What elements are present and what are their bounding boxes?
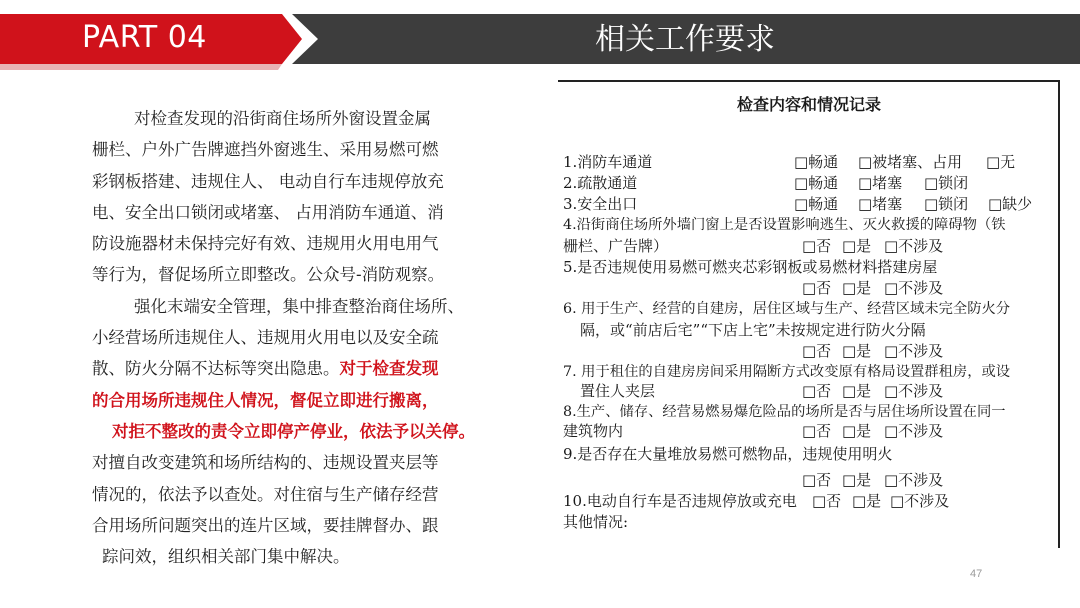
form-border-right [1058,80,1060,548]
text-highlight: 对于检查发现 [339,359,439,379]
header-banner [0,0,1080,78]
text-line: 等行为，督促场所立即整改。公众号-消防观察。 [92,265,445,285]
form-item: 7. 用于租住的自建房房间采用隔断方式改变原有格局设置群租房，或设 [563,364,1011,380]
text-highlight-line: 对拒不整改的责令立即停产停业，依法予以关停。 [112,421,475,441]
form-option: □是 [842,279,872,297]
text-line: 小经营场所违规住人、违规用火用电以及安全疏 [92,328,439,348]
text-line: 对擅自改变建筑和场所结构的、违规设置夹层等 [92,453,439,473]
form-option: □缺少 [988,195,1033,213]
form-item: 1.消防车通道 [563,153,653,171]
form-item: 栅栏、广告牌） [563,237,669,255]
text-line: 合用场所问题突出的连片区域，要挂牌督办、跟 [92,515,439,535]
form-option: □畅通 [794,153,839,171]
form-item: 4.沿街商住场所外墙门窗上是否设置影响逃生、灭火救援的障碍物（铁 [563,217,1006,233]
form-option: □否 [802,471,832,489]
text-line: 情况的，依法予以查处。对住宿与生产储存经营 [92,484,439,504]
form-option: □堵塞 [858,195,903,213]
form-option: □不涉及 [884,237,944,255]
body-text [92,103,532,572]
form-item: 9.是否存在大量堆放易燃可燃物品，违规使用明火 [563,445,893,463]
form-border-top [558,80,1060,82]
text-line: 对检查发现的沿街商住场所外窗设置金属 [134,109,431,128]
form-option: □不涉及 [884,342,944,360]
form-option: □不涉及 [884,382,944,400]
form-item: 8.生产、储存、经营易燃易爆危险品的场所是否与居住场所设置在同一 [563,404,1006,420]
form-option: □是 [842,342,872,360]
text-line: 彩钢板搭建、违规住人、 电动自行车违规停放充 [92,171,444,191]
form-item: 5.是否违规使用易燃可燃夹芯彩钢板或易燃材料搭建房屋 [563,258,938,276]
text-line: 电、安全出口锁闭或堵塞、 占用消防车通道、消 [92,202,444,222]
form-item: 隔，或“前店后宅”“下店上宅”未按规定进行防火分隔 [580,321,926,339]
form-option: □否 [802,342,832,360]
text-line [92,353,532,384]
inspection-form-image [558,80,1060,548]
form-item: 置住人夹层 [580,382,656,400]
form-item: 其他情况: [563,513,629,531]
text-line: 强化末端安全管理，集中排查整治商住场所、 [134,296,464,316]
form-item: 2.疏散通道 [563,174,638,192]
form-option: □堵塞 [858,174,903,192]
form-title: 检查内容和情况记录 [736,95,881,114]
text-line: 防设施器材未保持完好有效、违规用火用电用气 [92,234,439,254]
form-option: □畅通 [794,174,839,192]
form-option: □否 [802,382,832,400]
text-line: 栅栏、户外广告牌遮挡外窗逃生、采用易燃可燃 [92,140,439,160]
form-option: □不涉及 [884,471,944,489]
form-option: □否 [802,279,832,297]
form-option: □锁闭 [924,174,969,192]
form-option: □是 [852,492,882,510]
form-item: 3.安全出口 [563,195,638,213]
form-option: □是 [842,422,872,440]
form-option: □是 [842,237,872,255]
header-shadow [0,64,282,70]
form-item: 10.电动自行车是否违规停放或充电 [563,492,797,510]
text-normal: 散、防火分隔不达标等突出隐患。 [92,359,340,379]
part-label: PART 04 [82,20,207,55]
form-option: □无 [986,153,1016,171]
form-item: 6. 用于生产、经营的自建房，居住区域与生产、经营区域未完全防火分 [563,301,1011,317]
page-title: 相关工作要求 [595,22,775,57]
form-option: □被堵塞、占用 [858,153,963,171]
text-highlight-line: 的合用场所违规住人情况，督促立即进行搬离， [92,390,439,410]
form-option: □畅通 [794,195,839,213]
form-option: □否 [802,422,832,440]
form-option: □不涉及 [884,279,944,297]
form-option: □否 [812,492,842,510]
form-option: □不涉及 [884,422,944,440]
form-item: 建筑物内 [563,422,624,440]
form-option: □是 [842,471,872,489]
text-line: 踪问效，组织相关部门集中解决。 [102,547,350,567]
form-option: □是 [842,382,872,400]
form-option: □锁闭 [924,195,969,213]
page-number: 47 [970,568,983,580]
form-option: □不涉及 [890,492,950,510]
form-option: □否 [802,237,832,255]
